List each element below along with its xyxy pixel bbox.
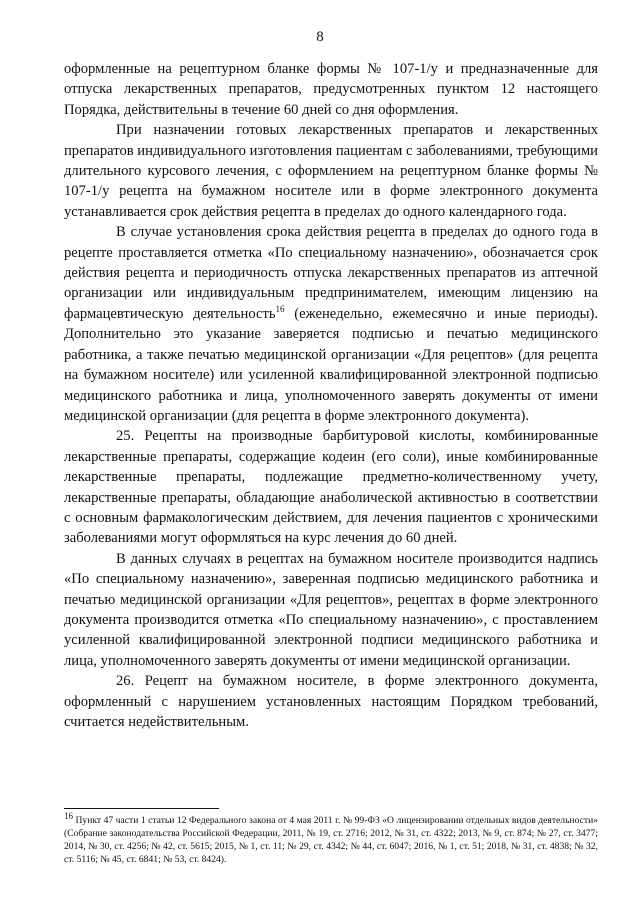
paragraph-inscription: В данных случаях в рецептах на бумажном носителе производится надпись «По специальному назначению», заверенная подписью медицинского работника и печатью медицинской организации «Для рецептов», рецептах в форме электронного документа производится отметка «По специальному назначению», с проставлением усиленной квалифицированной электронной подписи медицинского работника и лица, уполномоченного заверять документы от имени медицинской организации. (64, 550, 598, 669)
footnote-divider (64, 808, 219, 809)
footnote (64, 810, 598, 866)
footnote-number: 16 (64, 810, 73, 821)
paragraph-continuation: оформленные на рецептурном бланке формы № 107-1/у и предназначенные для отпуска лекарственных препаратов, предусмотренных пунктом 12 настоящего Порядка, действительны в течение 60 дней со дня оформления. (64, 61, 598, 118)
paragraph-text-before-footnote: В случае установления срока действия рецепта в пределах до одного года в рецепте проставляется отметка «По специальному назначению», обозначается срок действия рецепта и периодичность отпуска лекарственных препаратов из аптечной организации или индивидуальным предпринимателем, имеющим лицензию на фармацевтическую деятельность (64, 224, 598, 322)
footnote-text: Пункт 47 части 1 статьи 12 Федерального закона от 4 мая 2011 г. № 99-ФЗ «О лицензировании отдельных видов деятельности» (Собрание законодательства Российской Федерации, 2011, № 19, ст. 2716; 2012, № 31, ст. 4322; 2013, № 9, ст. 874; № 27, ст. 3477; 2014, № 30, ст. 4256; № 42, ст. 5615; 2015, № 1, ст. 11; № 29, ст. 4342; № 44, ст. 6047; 2016, № 1, ст. 51; 2018, № 31, ст. 4838; № 32, ст. 5116; № 45, ст. 6841; № 53, ст. 8424). (64, 815, 598, 865)
paragraph-long-term-prescription: При назначении готовых лекарственных препаратов и лекарственных препаратов индивидуального изготовления пациентам с заболеваниями, требующими длительного курсового лечения, с оформлением на рецептурном бланке формы № 107-1/у рецепта на бумажном носителе или в форме электронного документа устанавливается срок действия рецепта в пределах до одного календарного года. (64, 122, 598, 220)
paragraph-item-25: 25. Рецепты на производные барбитуровой кислоты, комбинированные лекарственные препараты, содержащие кодеин (его соли), иные комбинированные лекарственные препараты, подлежащие предметно-количественному учету, лекарственные препараты, обладающие анаболической активностью в соответствии с основным фармакологическим действием, для лечения пациентов с хроническими заболеваниями могут оформляться на курс лечения до 60 дней. (64, 428, 598, 547)
body-text (64, 59, 598, 732)
paragraph-special-purpose-mark (64, 222, 598, 426)
paragraph-text-after-footnote: (еженедельно, ежемесячно и иные периоды). Дополнительно это указание заверяется подписью и печатью медицинского работника, а также печатью медицинской организации «Для рецептов» (для рецепта на бумажном носителе) или усиленной квалифицированной электронной подписью медицинского работника и лица, уполномоченного заверять документы от имени медицинской организации (для рецепта в форме электронного документа). (64, 305, 598, 424)
footnote-reference: 16 (275, 304, 285, 315)
paragraph-item-26: 26. Рецепт на бумажном носителе, в форме электронного документа, оформленный с нарушением установленных настоящим Порядком требований, считается недействительным. (64, 673, 598, 730)
page-number: 8 (316, 29, 324, 45)
